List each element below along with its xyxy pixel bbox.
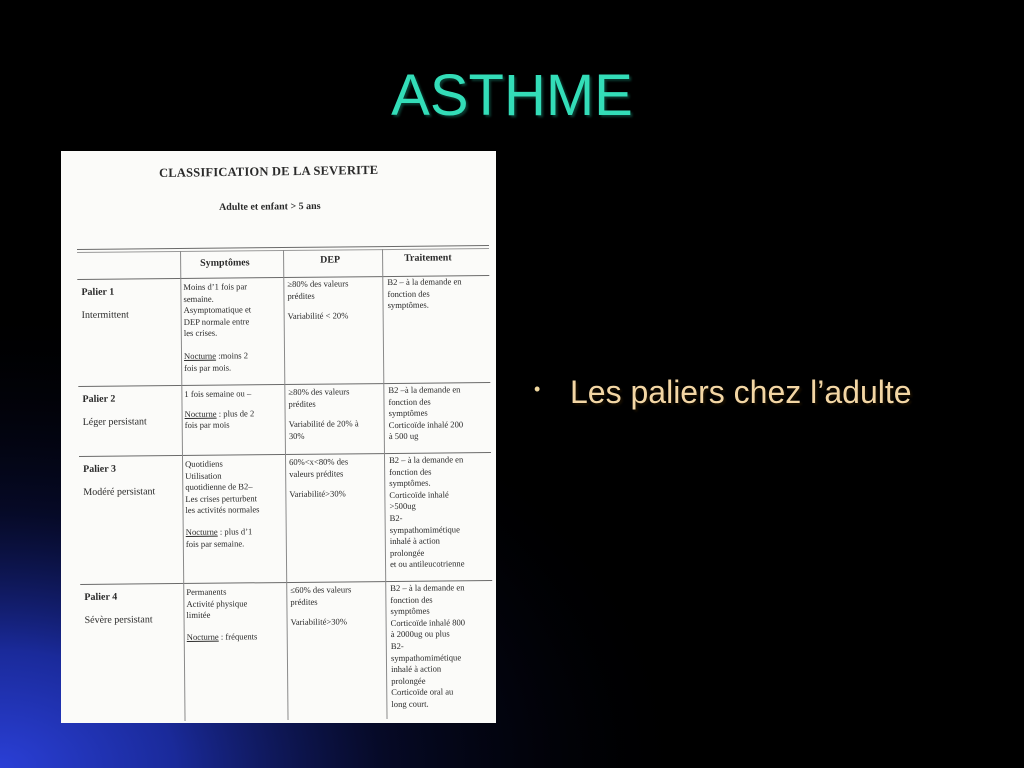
- palier-3-label: Palier 3 Modéré persistant: [83, 463, 156, 498]
- palier-4-dep: ≤60% des valeurs prédites Variabilité>30%: [290, 584, 352, 628]
- palier-4-label: Palier 4 Sévère persistant: [84, 591, 153, 626]
- severity-table: [77, 245, 489, 709]
- column-header-traitement: Traitement: [404, 252, 452, 264]
- document-subtitle: Adulte et enfant > 5 ans: [219, 200, 321, 213]
- document-title: CLASSIFICATION DE LA SEVERITE: [159, 162, 379, 180]
- slide-title: ASTHME: [391, 63, 633, 128]
- palier-4-traitement: B2 – à la demande en fonction des symptômes Corticoïde inhalé 800 à 2000ug ou plus B2- sympathomimétique inhalé à action prolongée Corticoïde oral au long court.: [390, 582, 466, 709]
- bullet-item: Les paliers chez l’adulte: [570, 374, 912, 410]
- palier-1-dep: ≥80% des valeurs prédites Variabilité < 20%: [287, 278, 349, 322]
- palier-3-dep: 60%<x<80% des valeurs prédites Variabilité>30%: [289, 456, 349, 500]
- palier-3-symptomes: Quotidiens Utilisation quotidienne de B2– Les crises perturbent les activités normales Nocturne : plus d’1 fois par semaine.: [185, 458, 260, 549]
- palier-1-traitement: B2 – à la demande en fonction des symptômes.: [387, 276, 462, 311]
- palier-2-label: Palier 2 Léger persistant: [82, 393, 147, 428]
- column-header-dep: DEP: [320, 254, 341, 266]
- palier-4-symptomes: Permanents Activité physique limitée Nocturne : fréquents: [186, 586, 258, 642]
- palier-2-symptomes: 1 fois semaine ou – Nocturne : plus de 2 fois par mois: [184, 388, 255, 431]
- column-header-symptomes: Symptômes: [200, 257, 250, 269]
- palier-1-symptomes: Moins d’1 fois par semaine. Asymptomatique et DEP normale entre les crises. Nocturne :moins 2 fois par mois.: [183, 281, 252, 373]
- palier-2-dep: ≥80% des valeurs prédites Variabilité de 20% à 30%: [288, 386, 359, 441]
- table-column-rule: [382, 249, 388, 719]
- bullet-dot-icon: •: [534, 379, 541, 399]
- palier-3-traitement: B2 – à la demande en fonction des symptômes. Corticoïde inhalé >500ug B2- sympathomimétique inhalé à action prolongée et ou antileucotrienne: [388, 454, 465, 570]
- scanned-document: [61, 151, 496, 723]
- palier-2-traitement: B2 –à la demande en fonction des symptômes Corticoïde inhalé 200 à 500 ug: [388, 384, 464, 442]
- palier-1-label: Palier 1 Intermittent: [81, 286, 129, 321]
